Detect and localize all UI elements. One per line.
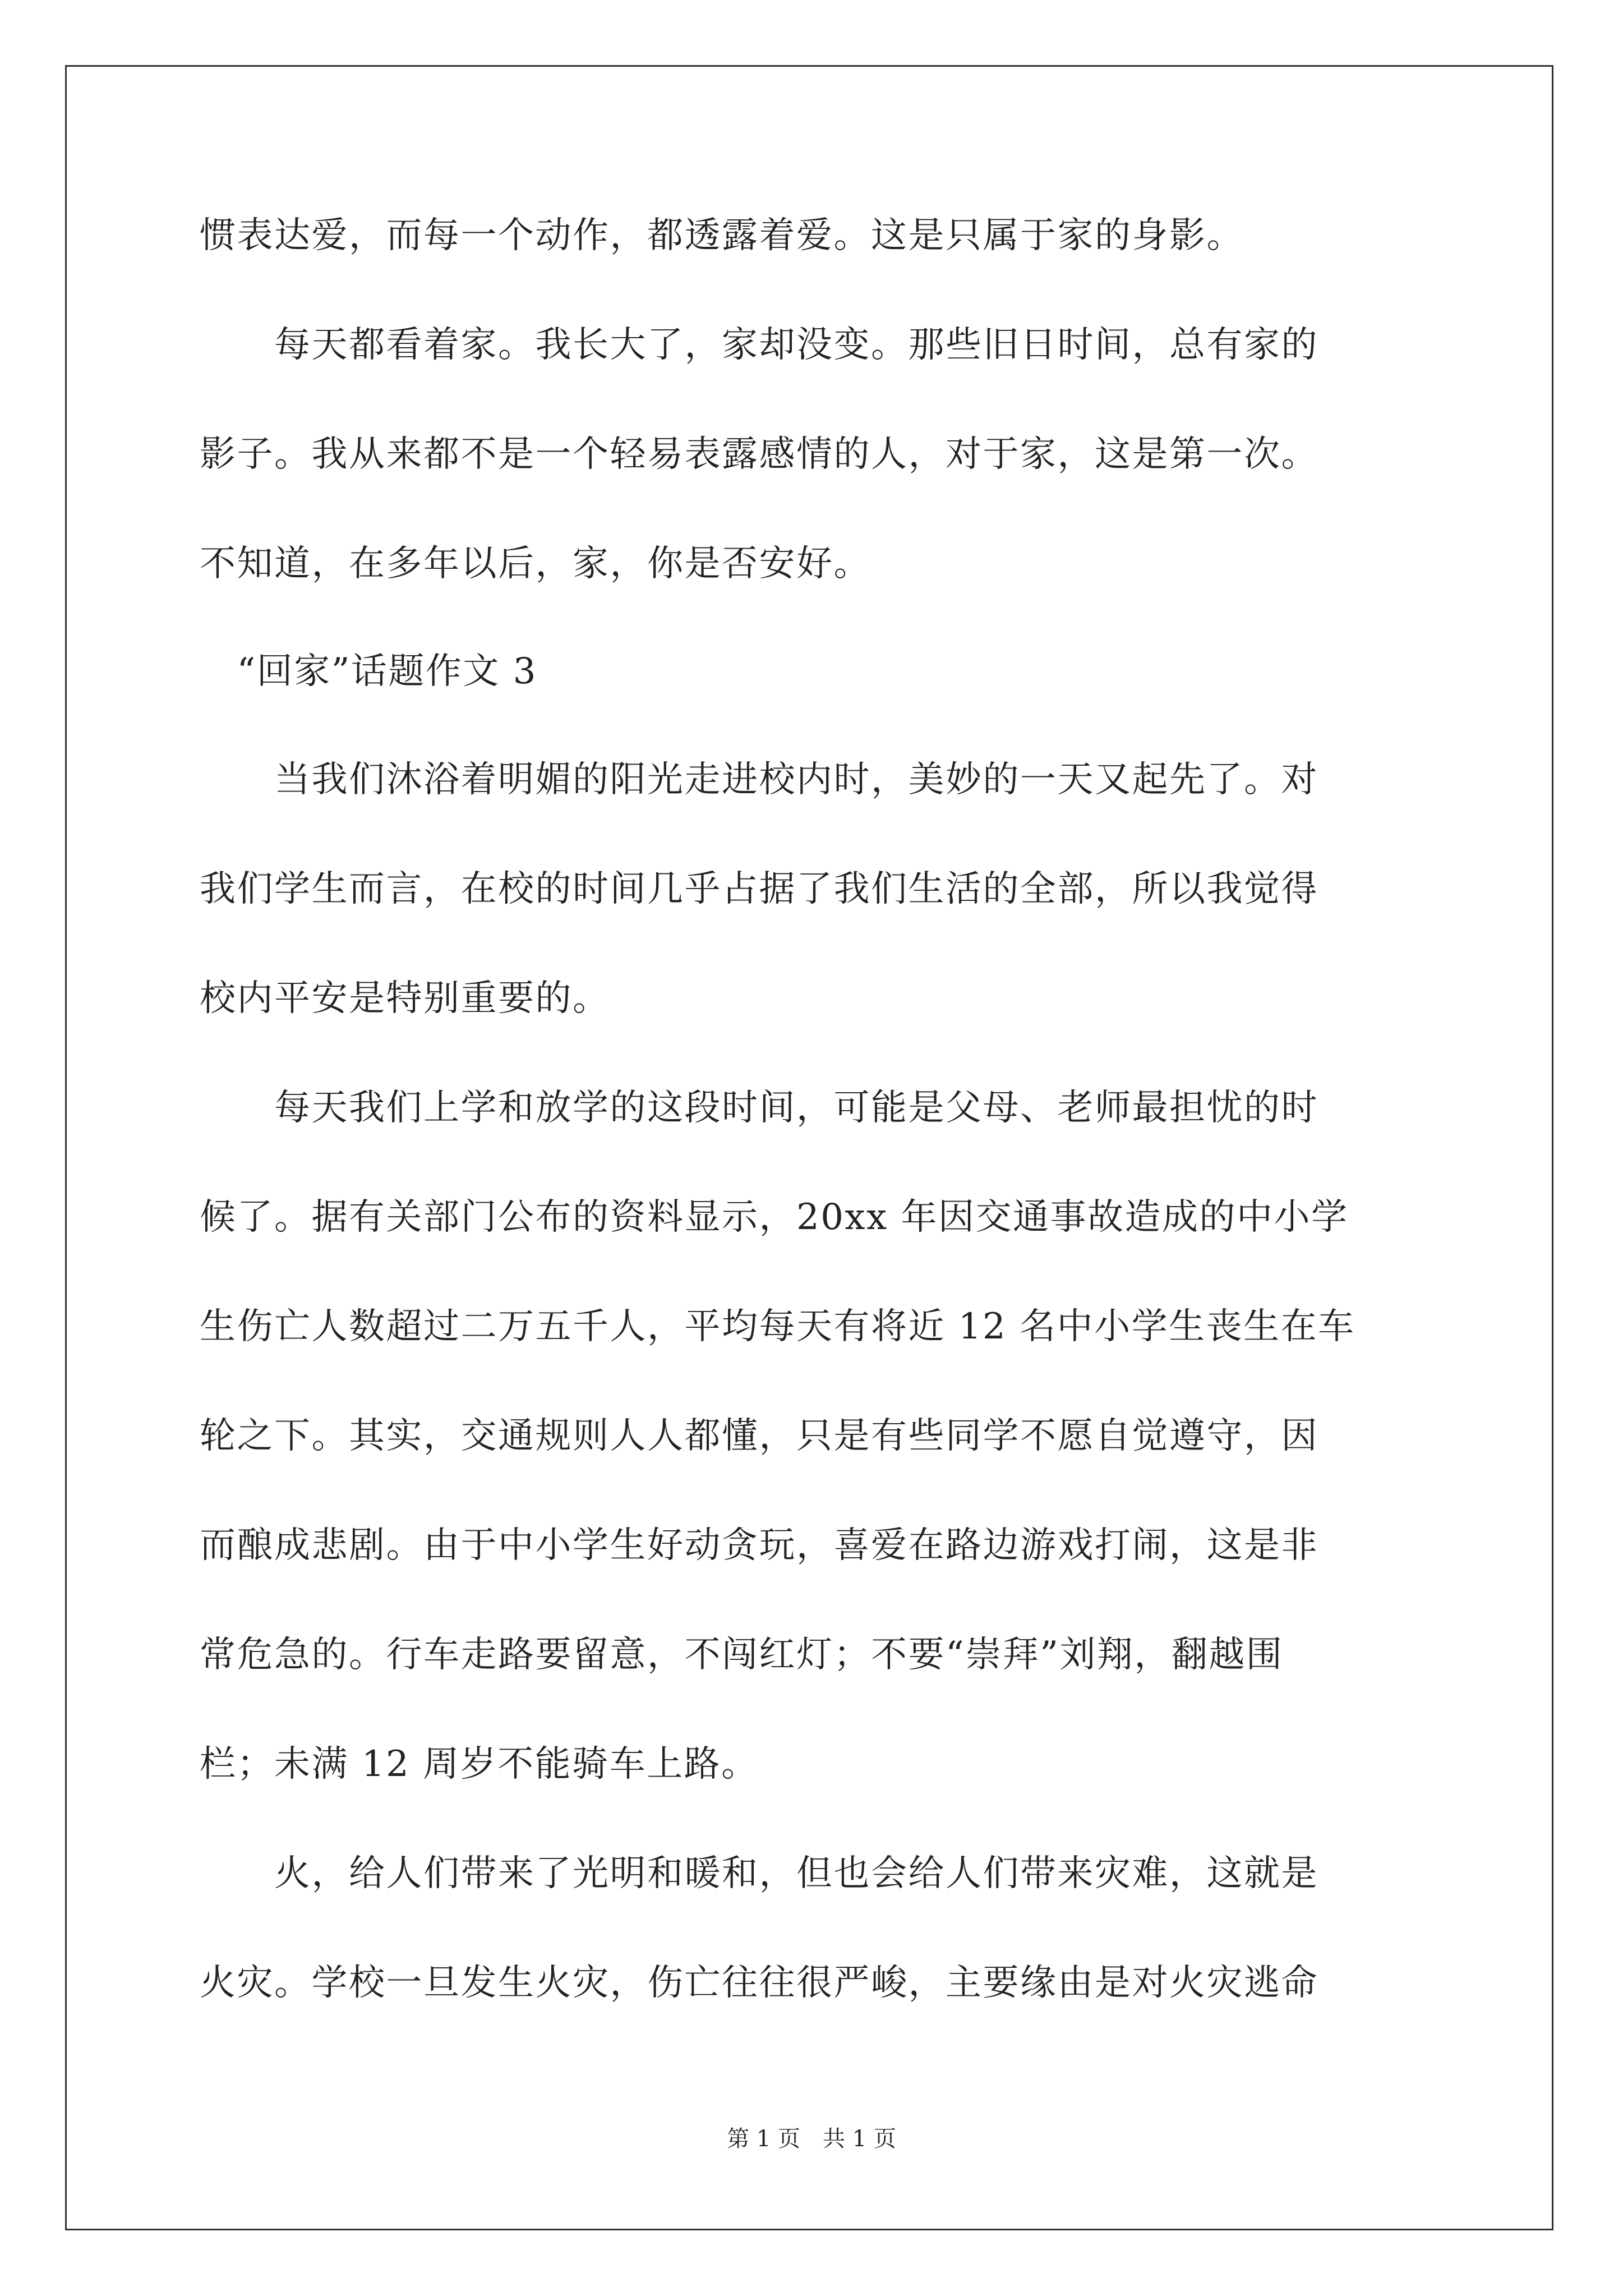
text-line: 生伤亡人数超过二万五千人，平均每天有将近 12 名中小学生丧生在车 (200, 1306, 1355, 1347)
text-line: 火，给人们带来了光明和暖和，但也会给人们带来灾难，这就是 (200, 1853, 1318, 1894)
text-line: 惯表达爱，而每一个动作，都透露着爱。这是只属于家的身影。 (200, 215, 1244, 256)
text-line: 轮之下。其实，交通规则人人都懂，只是有些同学不愿自觉遵守，因 (200, 1415, 1318, 1457)
text-line: 每天都看着家。我长大了，家却没变。那些旧日时间，总有家的 (200, 324, 1318, 366)
text-line: 每天我们上学和放学的这段时间，可能是父母、老师最担忧的时 (200, 1087, 1318, 1129)
text-line: 火灾。学校一旦发生火灾，伤亡往往很严峻，主要缘由是对火灾逃命 (200, 1962, 1318, 2004)
text-line: 不知道，在多年以后，家，你是否安好。 (200, 543, 871, 585)
section-heading: “回家”话题作文 3 (200, 651, 537, 692)
text-line: 常危急的。行车走路要留意，不闯红灯；不要“崇拜”刘翔，翻越围 (200, 1634, 1284, 1676)
text-line: 栏；未满 12 周岁不能骑车上路。 (200, 1743, 759, 1785)
page-footer: 第 1 页 共 1 页 (727, 2126, 896, 2152)
text-line: 而酿成悲剧。由于中小学生好动贪玩，喜爱在路边游戏打闹，这是非 (200, 1525, 1318, 1566)
text-line: 当我们沐浴着明媚的阳光走进校内时，美妙的一天又起先了。对 (200, 759, 1318, 800)
page-border (65, 65, 1553, 2230)
text-line: 校内平安是特别重要的。 (200, 978, 610, 1019)
text-line: 影子。我从来都不是一个轻易表露感情的人，对于家，这是第一次。 (200, 434, 1318, 475)
text-line: 候了。据有关部门公布的资料显示，20xx 年因交通事故造成的中小学 (200, 1197, 1349, 1238)
text-line: 我们学生而言，在校的时间几乎占据了我们生活的全部，所以我觉得 (200, 868, 1318, 910)
